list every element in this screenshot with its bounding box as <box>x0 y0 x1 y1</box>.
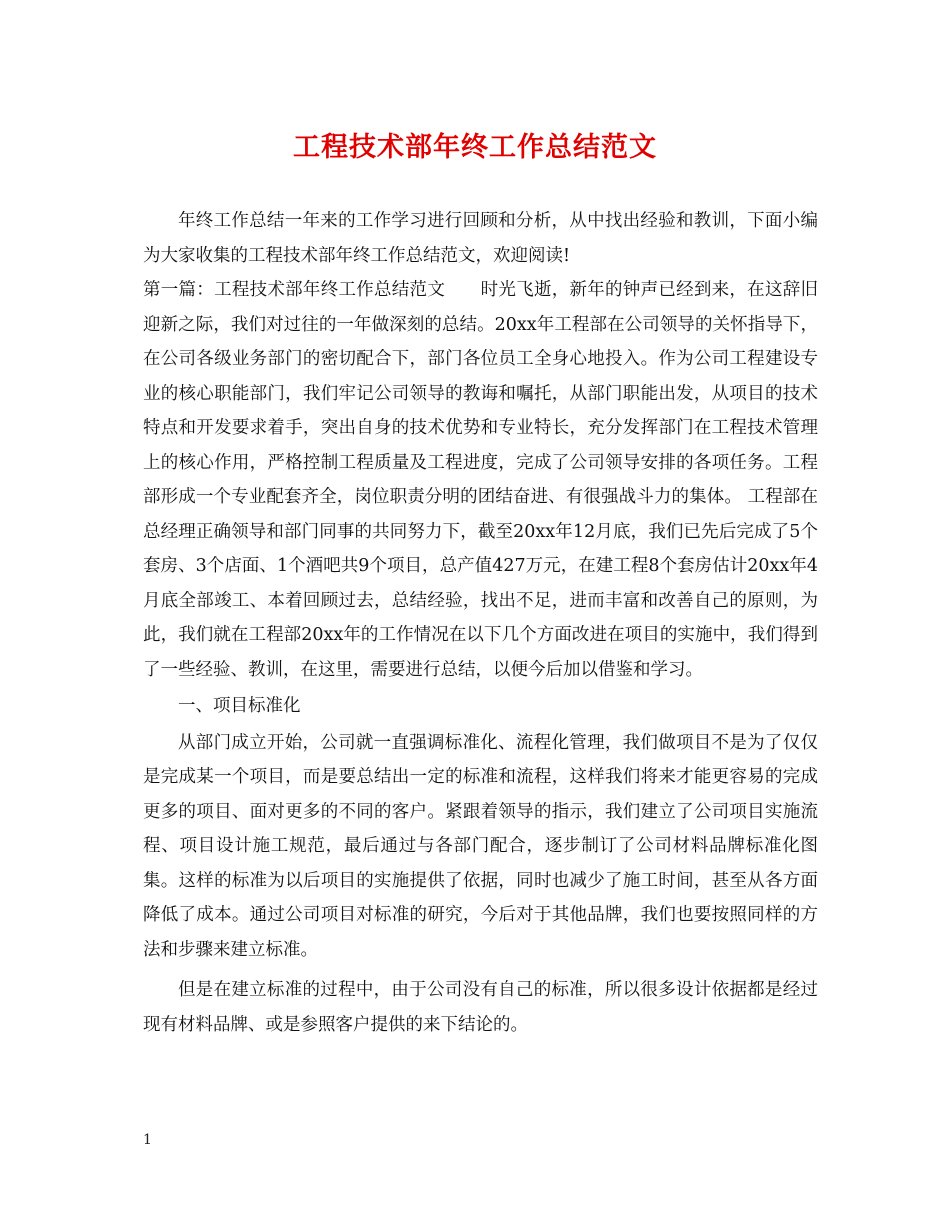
section-heading-standardization: 一、项目标准化 <box>178 696 301 716</box>
page-number: 1 <box>143 1132 152 1148</box>
intro-paragraph: 年终工作总结一年来的工作学习进行回顾和分析，从中找出经验和教训，下面小编为大家收集的工程技术部年终工作总结范文，欢迎阅读! <box>143 211 818 266</box>
standardization-paragraph: 从部门成立开始，公司就一直强调标准化、流程化管理，我们做项目不是为了仅仅是完成某一个项目，而是要总结出一定的标准和流程，这样我们将来才能更容易的完成更多的项目、面对更多的不同的客户。紧跟着领导的指示，我们建立了公司项目实施流程、项目设计施工规范，最后通过与各部门配合，逐步制订了公司材料品牌标准化图集。这样的标准为以后项目的实施提供了依据，同时也减少了施工时间，甚至从各方面降低了成本。通过公司项目对标准的研究，今后对于其他品牌，我们也要按照同样的方法和步骤来建立标准。 <box>143 732 818 960</box>
document-title: 工程技术部年终工作总结范文 <box>293 132 657 163</box>
first-article-paragraph: 第一篇：工程技术部年终工作总结范文 时光飞逝，新年的钟声已经到来，在这辞旧迎新之际，我们对过往的一年做深刻的总结。20xx年工程部在公司领导的关怀指导下，在公司各级业务部门的密切配合下，部门各位员工全身心地投入。作为公司工程建设专业的核心职能部门，我们牢记公司领导的教诲和嘱托，从部门职能出发，从项目的技术特点和开发要求着手，突出自身的技术优势和专业特长，充分发挥部门在工程技术管理上的核心作用，严格控制工程质量及工程进度，完成了公司领导安排的各项任务。工程部形成一个专业配套齐全，岗位职责分明的团结奋进、有很强战斗力的集体。 工程部在总经理正确领导和部门同事的共同努力下，截至20xx年12月底，我们已先后完成了5个套房、3个店面、1个酒吧共9个项目，总产值427万元，在建工程8个套房估计20xx年4月底全部竣工、本着回顾过去，总结经验，找出不足，进而丰富和改善自己的原则，为此，我们就在工程部20xx年的工作情况在以下几个方面改进在项目的实施中，我们得到了一些经验、教训，在这里，需要进行总结，以便今后加以借鉴和学习。 <box>143 280 818 680</box>
document-body <box>143 204 818 1042</box>
standards-process-paragraph: 但是在建立标准的过程中，由于公司没有自己的标准，所以很多设计依据都是经过现有材料品牌、或是参照客户提供的来下结论的。 <box>143 980 818 1035</box>
